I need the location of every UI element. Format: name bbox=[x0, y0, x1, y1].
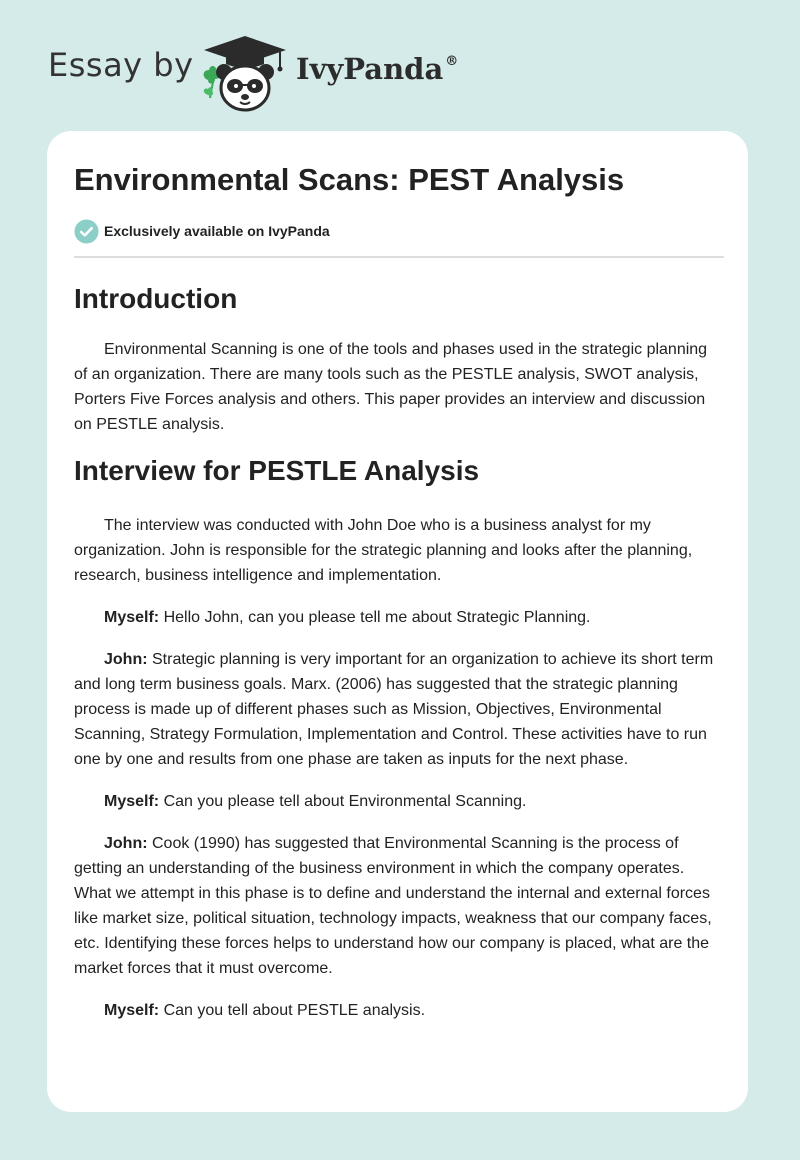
registered-mark: ® bbox=[445, 54, 459, 69]
speaker-label: Myself: bbox=[104, 609, 160, 627]
speaker-label: Myself: bbox=[104, 1002, 160, 1020]
speaker-label: John: bbox=[104, 835, 148, 853]
dialogue-text: Strategic planning is very important for an organization to achieve its short term and long term business goals. Marx. (2006) has suggested that the strategic planning process is made up of different phases such as Mission, Objectives, Environmental Scanning, Strategy Formulation, Implementation and Control. These activities have to run one by one and results from one phase are taken as inputs for the next phase. bbox=[74, 651, 714, 769]
dialogue-line bbox=[74, 789, 724, 814]
exclusive-badge-label: Exclusively available on IvyPanda bbox=[104, 223, 330, 240]
paragraph: Environmental Scanning is one of the tools and phases used in the strategic planning of an organization. There are many tools such as the PESTLE analysis, SWOT analysis, Porters Five Forces analysis and others. This paper provides an interview and discussion on PESTLE analysis. bbox=[74, 340, 708, 433]
dialogue-text: Hello John, can you please tell me about Strategic Planning. bbox=[159, 609, 591, 627]
dialogue-text: Cook (1990) has suggested that Environmental Scanning is the process of getting an understanding of the business environment in which the company operates. What we attempt in this phase is to define and understand the internal and external forces like market size, political situation, technology impacts, weakness that our company faces, etc. Identifying these forces helps to understand how our company is placed, what are the market forces that it must overcome. bbox=[74, 835, 712, 978]
site-header bbox=[48, 30, 548, 110]
section-heading-interview: Interview for PESTLE Analysis bbox=[74, 454, 480, 486]
section-heading-introduction: Introduction bbox=[74, 283, 238, 315]
title-divider bbox=[74, 256, 724, 258]
essay-by-label: Essay by bbox=[48, 46, 194, 84]
brand-name: IvyPanda bbox=[296, 52, 444, 86]
dialogue-text: Can you tell about PESTLE analysis. bbox=[159, 1002, 426, 1020]
checkmark-circle-icon bbox=[74, 219, 99, 244]
dialogue-line bbox=[74, 831, 724, 981]
essay-card bbox=[47, 131, 748, 1112]
dialogue-text: Can you please tell about Environmental Scanning. bbox=[159, 793, 527, 811]
essay-content bbox=[74, 161, 724, 1023]
dialogue-line bbox=[74, 605, 724, 630]
exclusive-badge bbox=[74, 218, 724, 244]
paragraph: The interview was conducted with John Doe who is a business analyst for my organization. John is responsible for the strategic planning and looks after the planning, research, business intelligence and implementation. bbox=[74, 517, 693, 585]
speaker-label: Myself: bbox=[104, 793, 160, 811]
brand-logo-text[interactable] bbox=[296, 52, 458, 86]
dialogue-line bbox=[74, 998, 724, 1023]
speaker-label: John: bbox=[104, 651, 148, 669]
dialogue-line bbox=[74, 647, 724, 772]
panda-graduate-icon[interactable] bbox=[200, 34, 290, 114]
essay-title: Environmental Scans: PEST Analysis bbox=[74, 162, 625, 197]
